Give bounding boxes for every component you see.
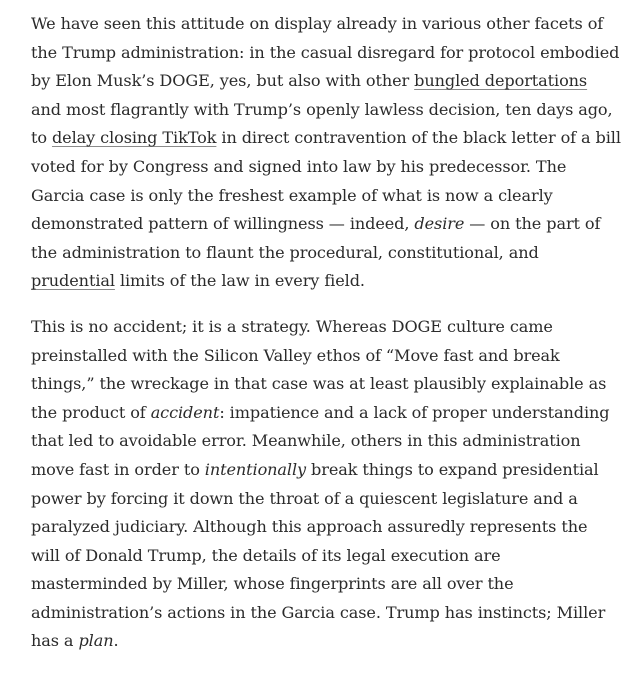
paragraph-text: in direct contravention of the black letter of a bill voted for by Congress and signed into law by his predecessor. The Garcia case is only the freshest example of what is now a clearly demonstrated pattern of willingness — indeed,	[31, 128, 621, 234]
paragraph-text: — on the part of the administration to flaunt the procedural, constitutional, and	[31, 214, 601, 262]
emphasis-text: intentionally	[204, 459, 307, 479]
article-body	[31, 10, 621, 673]
paragraph-text: : impatience and a lack of proper understanding that led to avoidable error. Meanwhile, others in this administration move fast in order to	[31, 402, 610, 479]
paragraph-text: break things to expand presidential power by forcing it down the throat of a quiescent legislature and a paralyzed judiciary. Although this approach assuredly represents the will of Donald Trump, the details of its legal execution are masterminded by Miller, whose fingerprints are all over the administration’s actions in the Garcia case. Trump has instincts; Miller has a	[31, 459, 606, 651]
link-delay-closing-tiktok[interactable]: delay closing TikTok	[51, 128, 217, 148]
link-bungled-deportations[interactable]: bungled deportations	[414, 71, 588, 91]
emphasis-text: desire	[414, 214, 465, 234]
link-prudential[interactable]: prudential	[31, 271, 115, 291]
paragraph-text: This is no accident; it is a strategy. Whereas DOGE culture came preinstalled with the Silicon Valley ethos of “Move fast and break things,” the wreckage in that case was at least plausibly explainable as the product of	[31, 316, 607, 422]
paragraph-text: We have seen this attitude on display already in various other facets of the Trump administration: in the casual disregard for protocol embodied by Elon Musk’s DOGE, yes, but also with other	[31, 14, 620, 91]
paragraph-text: and most flagrantly with Trump’s openly lawless decision, ten days ago, to	[31, 99, 613, 148]
paragraph-text: .	[113, 631, 119, 651]
paragraph-text: limits of the law in every field.	[114, 271, 365, 291]
paragraph	[31, 10, 621, 296]
emphasis-text: accident	[150, 402, 220, 422]
paragraph	[31, 313, 621, 656]
emphasis-text: plan	[78, 631, 114, 651]
